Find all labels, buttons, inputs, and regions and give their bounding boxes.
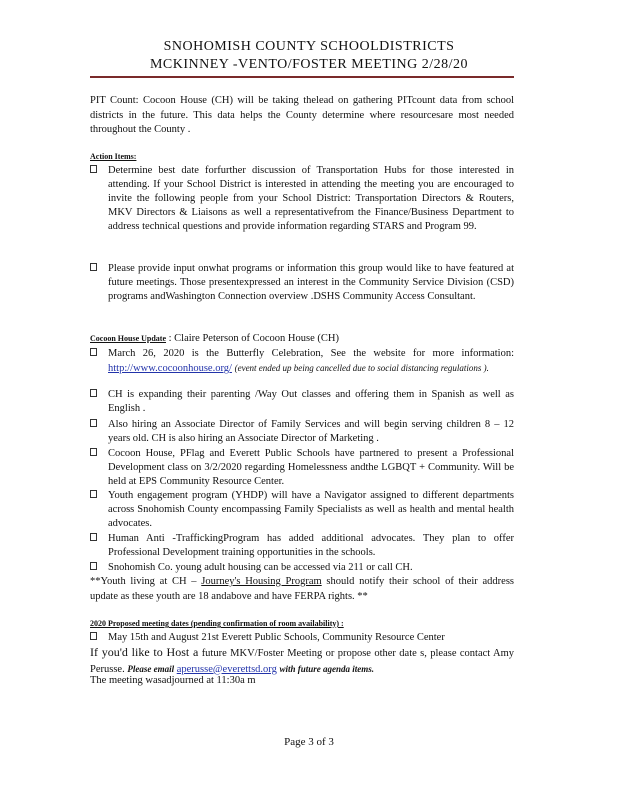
cocoon-item-1-note: (event ended up being cancelled due to social distancing regulations ). (234, 363, 489, 373)
cocoon-item-2 (90, 388, 514, 416)
cocoon-item-3 (90, 418, 514, 446)
cocoon-item-4 (90, 447, 514, 489)
email-link[interactable]: aperusse@everettsd.org (176, 663, 277, 675)
checkbox-icon (90, 263, 97, 271)
checkbox-icon (90, 419, 97, 427)
checkbox-icon (90, 632, 97, 640)
checkbox-icon (90, 562, 97, 570)
proposed-dates-text: May 15th and August 21st Everett Public Schools, Community Resource Center (108, 632, 445, 643)
checkbox-icon (90, 389, 97, 397)
cocoon-item-6 (90, 532, 514, 560)
header-line-1: SNOHOMISH COUNTY SCHOOLDISTRICTS (163, 39, 455, 54)
host-paragraph (90, 645, 514, 677)
cocoon-item-1 (90, 347, 514, 376)
journeys-housing-program: Journey's Housing Program (201, 576, 322, 587)
page-number: Page 3 of 3 (284, 736, 334, 748)
action-item-2-text: Please provide input onwhat programs or information this group would like to have featured at future meetings. Those presentexpressed an interest in the Community Service Division (CSD) programs andWashington Connection overview .DSHS Community Access Consultant. (108, 263, 514, 302)
header-rule (90, 76, 514, 78)
header-line-2: MCKINNEY -VENTO/FOSTER MEETING 2/28/20 (149, 57, 469, 72)
cocoon-item-7 (90, 561, 514, 575)
cocoon-item-5-text: Youth engagement program (YHDP) will have a Navigator assigned to different departments across Snohomish County encompassing Family Specialists as well as health and mental health advocates. (108, 490, 514, 529)
host-intro: If you'd like to Host a (90, 645, 199, 659)
action-item-2 (90, 262, 514, 304)
journeys-note-post: should notify their school of their address update as these youth are 18 andabove and have FERPA rights. ** (90, 576, 515, 602)
intro-paragraph: PIT Count: Cocoon House (CH) will be taking thelead on gathering PITcount data from school districts in the future. This data helps the County determine where resourcesare most needed throughout the County . (90, 95, 514, 135)
journeys-note (90, 575, 514, 604)
checkbox-icon (90, 448, 97, 456)
cocoon-item-5 (90, 489, 514, 531)
email-prefix: Please email (127, 663, 175, 674)
action-item-1 (90, 164, 514, 234)
email-suffix: with future agenda items. (279, 663, 375, 674)
cocoon-heading: Cocoon House Update (90, 334, 167, 343)
adjourned-line: The meeting wasadjourned at 11:30a m (90, 675, 256, 686)
action-item-1-text: Determine best date forfurther discussion of Transportation Hubs for those interested in attending. If your School District is interested in attending the meeting you are encouraged to invite the following people from your School District: Transportation Directors & Routers, MKV Directors & Liaisons as well a representativefrom the Finance/Business Department to address technical questions and provide information regarding STARS and Program 99. (108, 165, 514, 232)
cocoon-item-6-text: Human Anti -TraffickingProgram has added additional advocates. They plan to offer Professional Development training opportunities in the schools. (108, 533, 514, 558)
checkbox-icon (90, 348, 97, 356)
cocoon-item-1-text: March 26, 2020 is the Butterfly Celebration, See the website for more information: (108, 348, 514, 359)
cocoon-website-link[interactable]: http://www.cocoonhouse.org/ (108, 363, 232, 374)
action-items-heading: Action Items: (90, 152, 137, 161)
proposed-dates-item (90, 631, 514, 645)
checkbox-icon (90, 165, 97, 173)
cocoon-item-2-text: CH is expanding their parenting /Way Out classes and offering them in Spanish as well as English . (108, 389, 514, 414)
checkbox-icon (90, 490, 97, 498)
cocoon-item-7-text: Snohomish Co. young adult housing can be accessed via 211 or call CH. (108, 562, 413, 573)
cocoon-item-4-text: Cocoon House, PFlag and Everett Public Schools have partnered to present a Professional Development class on 3/2/2020 regarding Homelessness andthe LGBQT + Community. Will be held at EPS Community Resource Center. (108, 448, 514, 487)
cocoon-heading-rest: : Claire Peterson of Cocoon House (CH) (168, 333, 339, 344)
host-rest: future MKV/Foster Meeting or propose other date s, please contact Amy Perusse. (90, 648, 515, 675)
cocoon-item-3-text: Also hiring an Associate Director of Family Services and will begin serving children 8 – 12 years old. CH is also hiring an Associate Director of Marketing . (108, 419, 514, 444)
proposed-dates-heading: 2020 Proposed meeting dates (pending confirmation of room availability) : (90, 619, 344, 628)
checkbox-icon (90, 533, 97, 541)
journeys-note-pre: **Youth living at CH – (90, 576, 202, 587)
cocoon-heading-line (90, 332, 514, 347)
